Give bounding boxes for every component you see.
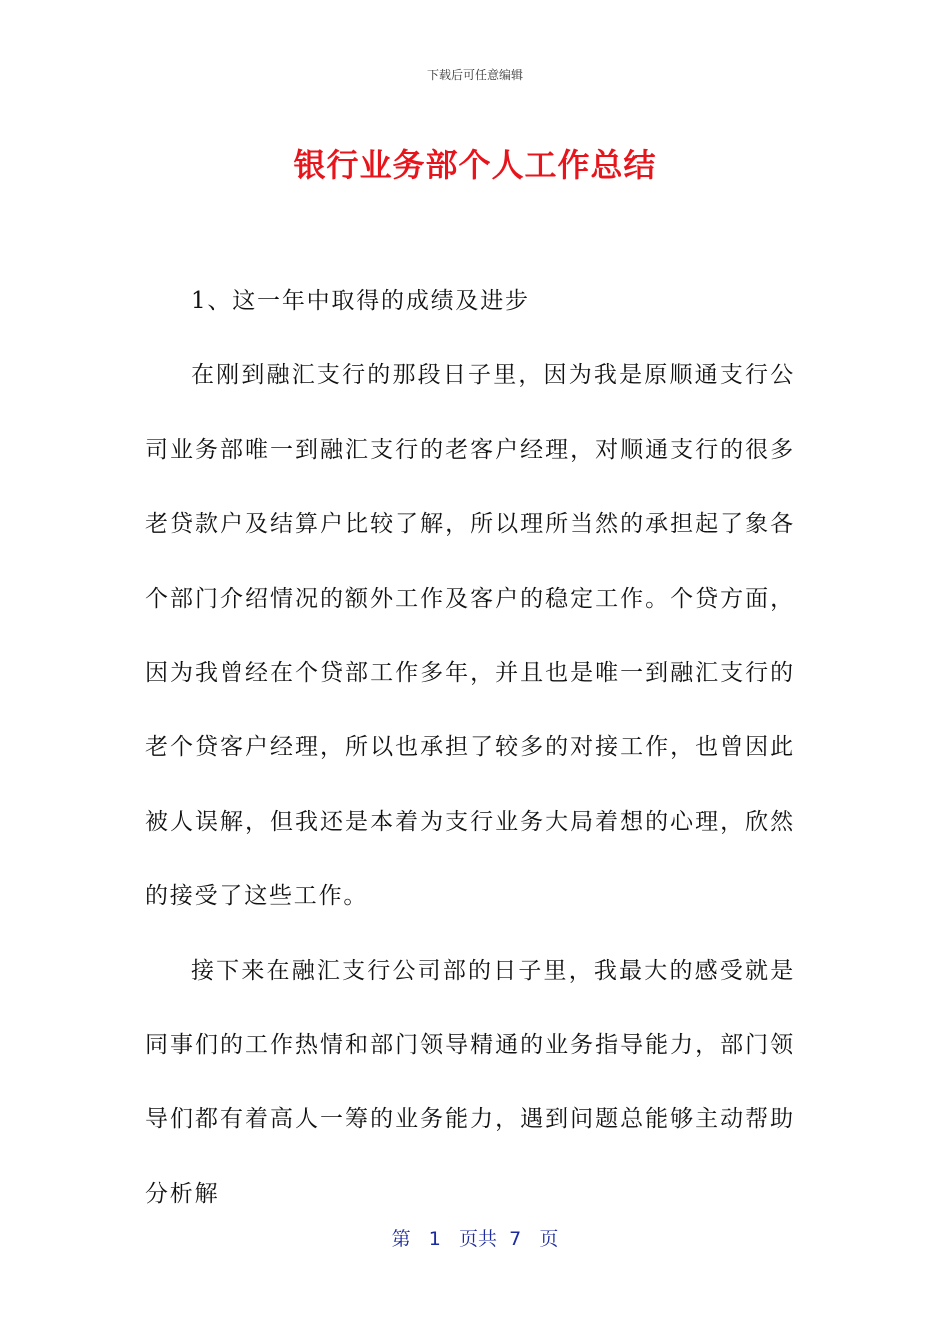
paragraph: 在刚到融汇支行的那段日子里，因为我是原顺通支行公司业务部唯一到融汇支行的老客户经理，对顺通支行的很多老贷款户及结算户比较了解，所以理所当然的承担起了象各个部门介绍情况的额外工作及客户的稳定工作。个贷方面，因为我曾经在个贷部工作多年，并且也是唯一到融汇支行的老个贷客户经理，所以也承担了较多的对接工作，也曾因此被人误解，但我还是本着为支行业务大局着想的心理，欣然的接受了这些工作。 — [145, 362, 795, 910]
page-suffix: 页 — [539, 1228, 559, 1250]
page-prefix: 第 — [391, 1228, 411, 1250]
document-body — [145, 264, 795, 1231]
document-title: 银行业务部个人工作总结 — [293, 146, 657, 184]
paragraph-section-heading: 1、这一年中取得的成绩及进步 — [191, 288, 530, 314]
header-note: 下载后可任意编辑 — [426, 68, 523, 82]
page-footer — [0, 1224, 950, 1251]
paragraph: 接下来在融汇支行公司部的日子里，我最大的感受就是同事们的工作热情和部门领导精通的业务指导能力，部门领导们都有着高人一筹的业务能力，遇到问题总能够主动帮助分析解 — [145, 957, 795, 1207]
current-page-number: 1 — [428, 1228, 441, 1250]
page-middle: 页共 — [459, 1228, 498, 1250]
total-pages-number: 7 — [509, 1228, 522, 1250]
